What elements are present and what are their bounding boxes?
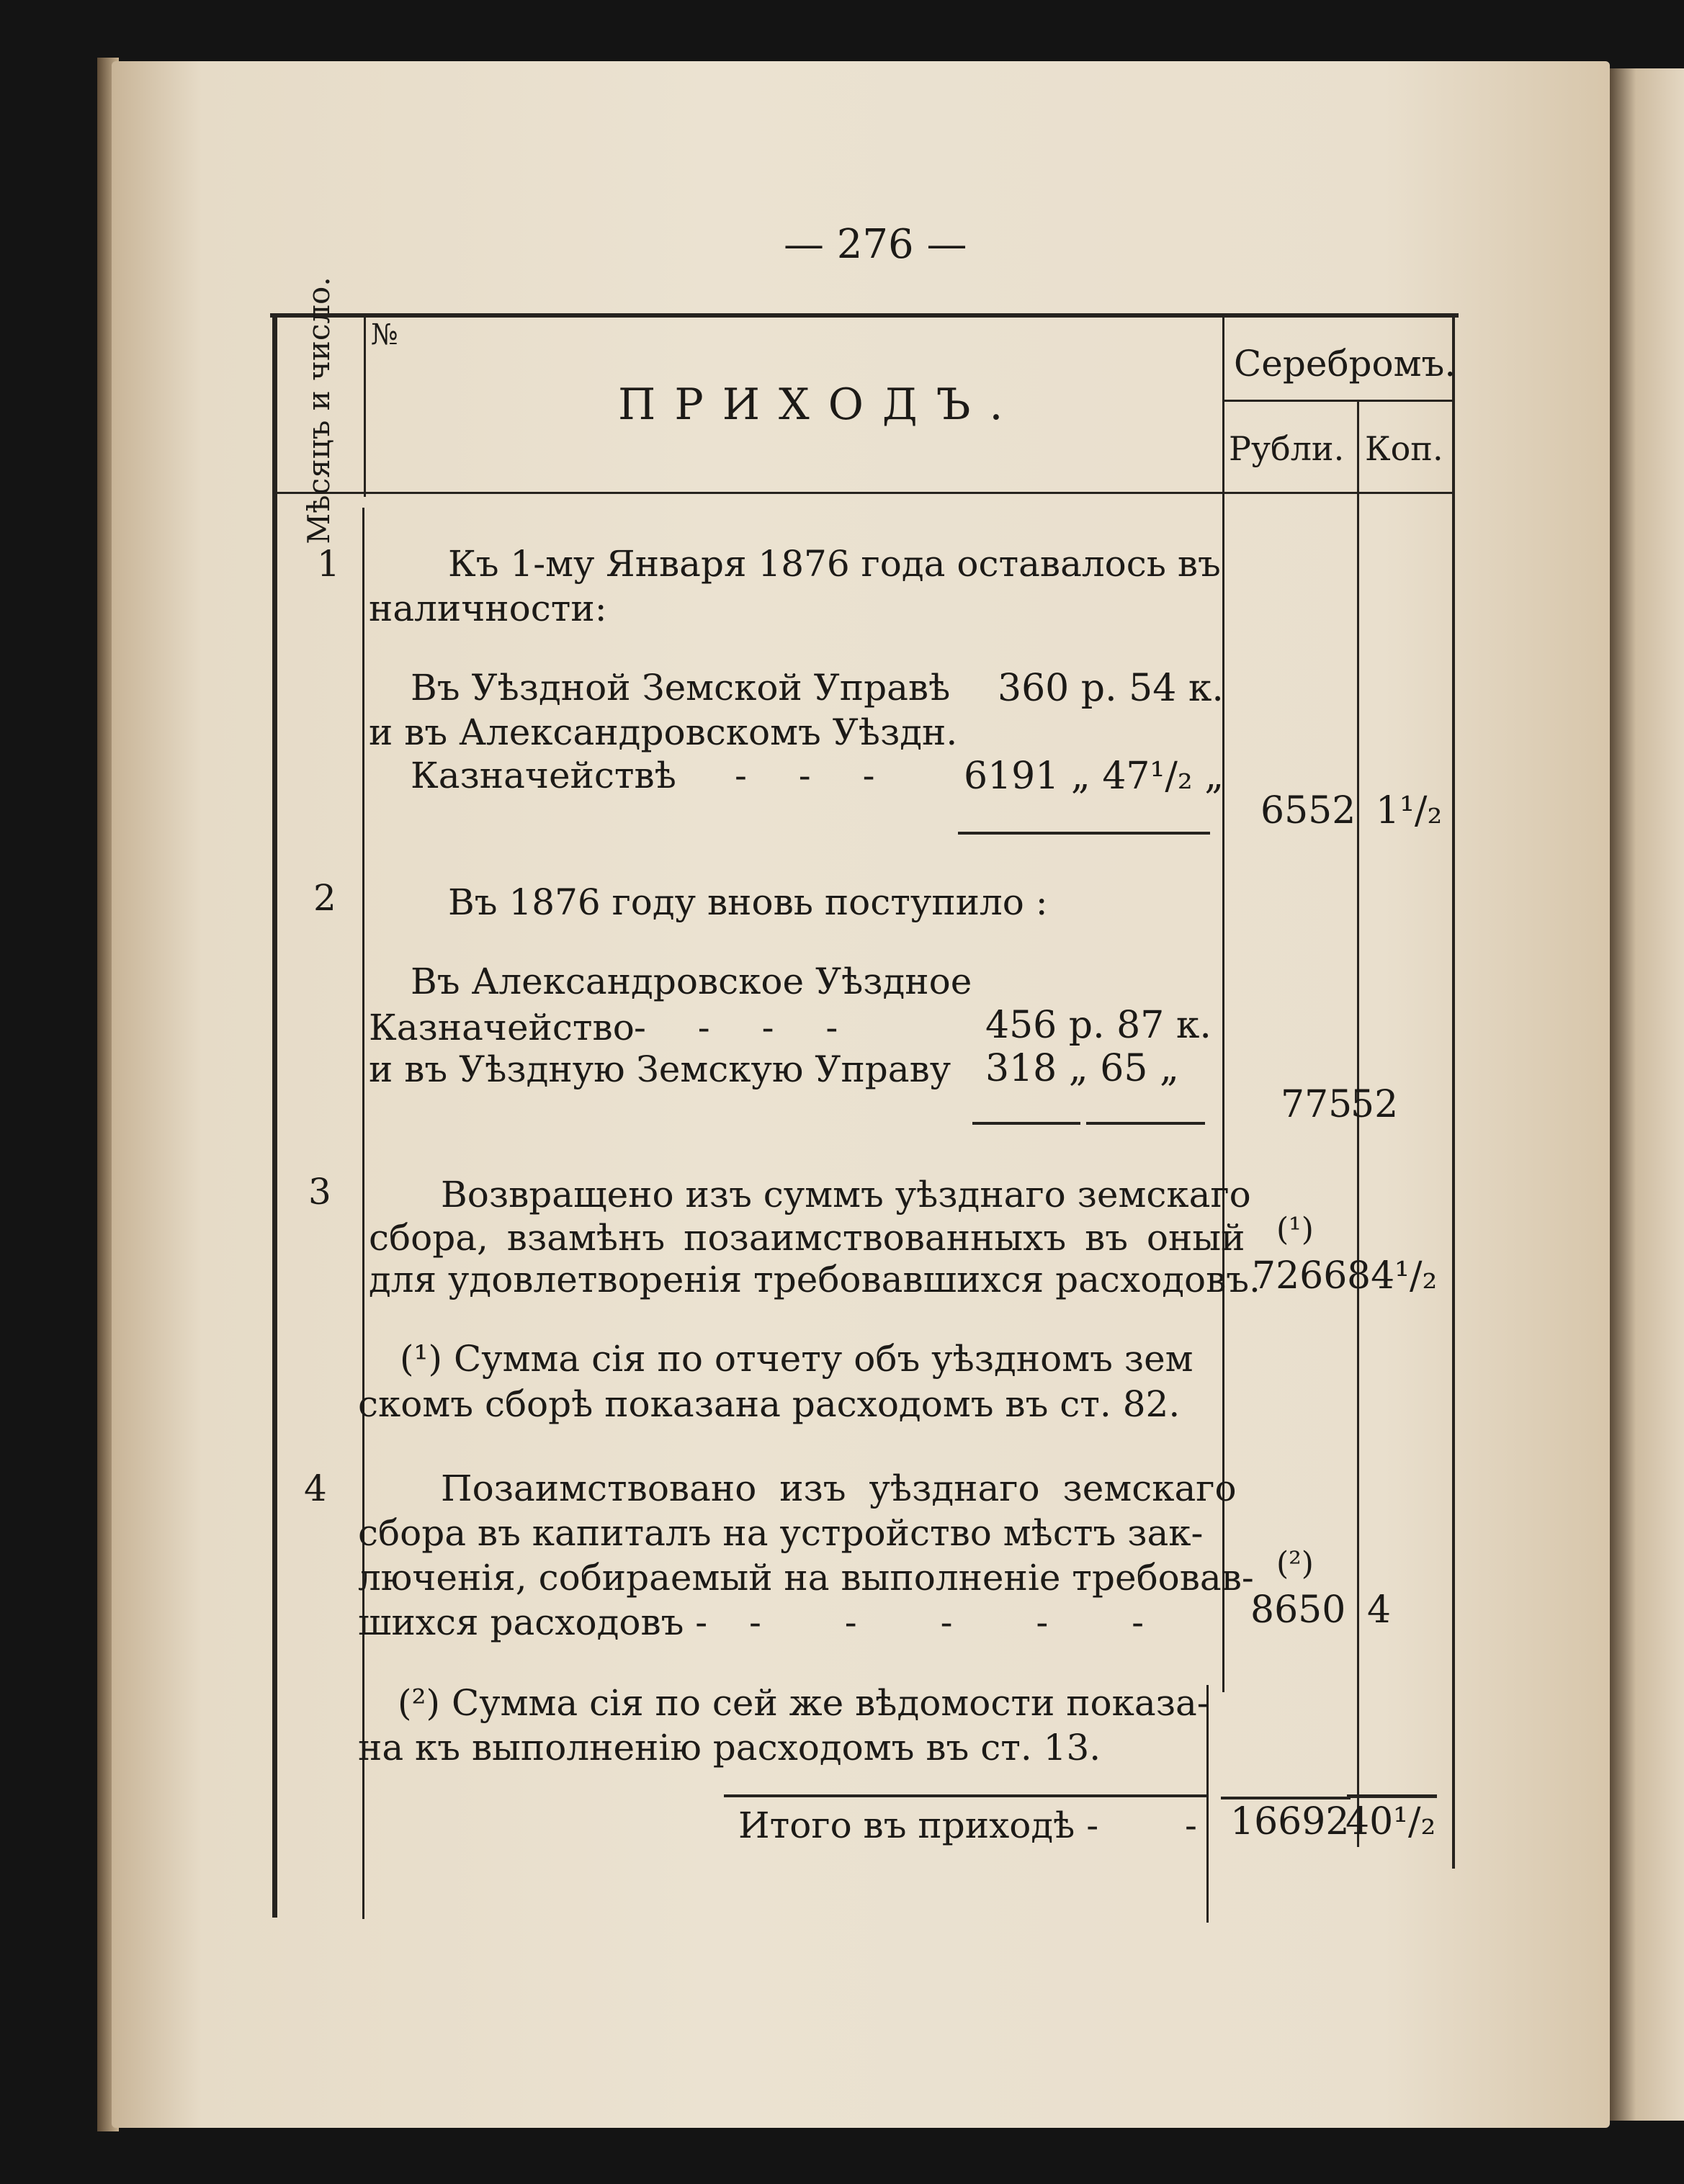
row-1-line-1: Къ 1-му Января 1876 года оставалось въ: [448, 543, 1221, 585]
silver-rule: [1224, 400, 1454, 402]
row-2-sub-1: Въ Александровское Уѣздное: [411, 961, 972, 1002]
col-rule-month: [364, 317, 366, 497]
header-rubles: Рубли.: [1229, 429, 1345, 468]
row-1-sub-3-dashes: - - -: [735, 755, 895, 796]
row-3-number: 3: [308, 1171, 331, 1213]
row-3-line-2: сбора, взамѣнъ позаимствованныхъ въ оный: [369, 1217, 1245, 1259]
page-number: — 276 —: [784, 221, 967, 268]
row-3-kopecks: 84¹/₂: [1347, 1254, 1438, 1298]
table-top-rule: [270, 313, 1459, 318]
row-2-rubles: 775: [1281, 1083, 1353, 1126]
row-2-kopecks: 52: [1351, 1083, 1399, 1126]
row-4-line-3: люченія, собираемый на выполненіе требовав-: [358, 1557, 1254, 1599]
header-kopecks: Коп.: [1365, 429, 1443, 468]
row-1-number: 1: [317, 543, 340, 585]
total-dash: -: [1185, 1805, 1197, 1846]
row-2-sub-2-dashes: - - - -: [634, 1007, 859, 1048]
row-3-rubles: 7266: [1252, 1254, 1348, 1298]
row-1-sub-3a: Казначействѣ: [411, 755, 676, 796]
row-2-sub-3a: и въ Уѣздную Земскую Управу: [369, 1048, 951, 1090]
row-3-note-1: (¹) Сумма сія по отчету объ уѣздномъ зем: [400, 1338, 1193, 1380]
row-3-line-1-text: Возвращено изъ суммъ уѣзднаго земскаго: [441, 1174, 1251, 1215]
header-silver: Серебромъ.: [1234, 343, 1456, 385]
row-2-line-1: Въ 1876 году вновь поступило :: [448, 881, 1048, 923]
row-1-line-2: наличности:: [369, 588, 607, 629]
table-left-rule: [272, 315, 277, 1918]
row-1-sub-3b: 6191 „ 47¹/₂ „: [964, 755, 1224, 798]
row-1-rubles: 6552: [1260, 789, 1356, 832]
row-2-number: 2: [313, 877, 336, 919]
book-edge-right: [1610, 68, 1684, 2121]
total-rule: [724, 1794, 1206, 1797]
col-rule-month-body: [362, 508, 364, 1919]
row-2-sum-rule-rubles: [972, 1122, 1080, 1125]
row-2-sub-3b: 318 „ 65 „: [985, 1047, 1179, 1090]
row-4-rubles: 8650: [1250, 1588, 1346, 1632]
header-month-date: Мѣсяцъ и число.: [301, 277, 336, 544]
row-1-sub-2: и въ Александровскомъ Уѣздн.: [369, 711, 958, 753]
total-rubles: 16692: [1230, 1800, 1350, 1843]
row-1-sub-1a: Въ Уѣздной Земской Управѣ: [411, 667, 951, 709]
row-3-line-1: [441, 1174, 1251, 1215]
header-number-sign: №: [371, 318, 398, 351]
row-1-kopecks: 1¹/₂: [1376, 789, 1443, 832]
total-rule-rubles: [1221, 1797, 1351, 1799]
row-1-sum-rule: [958, 832, 1210, 835]
header-title: ПРИХОДЪ.: [618, 379, 1022, 430]
row-3-line-3: для удовлетворенія требовавшихся расходовъ.: [369, 1259, 1260, 1300]
row-2-sum-rule-kopecks: [1086, 1122, 1205, 1125]
row-4-line-2: сбора въ капиталъ на устройство мѣстъ зак-: [358, 1512, 1204, 1554]
row-4-kopecks: 4: [1367, 1588, 1392, 1632]
row-1-sub-1b: 360 р. 54 к.: [998, 667, 1224, 710]
row-2-sub-2b: 456 р. 87 к.: [985, 1004, 1212, 1047]
row-3-note-2: скомъ сборѣ показана расходомъ въ ст. 82.: [358, 1383, 1181, 1425]
row-4-number: 4: [304, 1468, 327, 1509]
row-4-line-1: Позаимствовано изъ уѣзднаго земскаго: [441, 1468, 1237, 1509]
row-4-note-1: (²) Сумма сія по сей же вѣдомости показа-: [398, 1682, 1209, 1724]
table-right-rule: [1452, 317, 1455, 1869]
total-kopecks: 40¹/₂: [1345, 1800, 1436, 1843]
row-4-dashes: - - - - -: [749, 1601, 1181, 1643]
row-2-sub-2a: Казначейство: [369, 1007, 635, 1048]
header-bottom-rule: [277, 492, 1455, 494]
row-4-footnote-ref: (²): [1276, 1545, 1314, 1582]
total-label: Итого въ приходѣ -: [738, 1805, 1099, 1846]
total-rule-kopecks: [1347, 1794, 1437, 1798]
row-3-footnote-ref: (¹): [1276, 1211, 1314, 1248]
row-4-note-2: на къ выполненію расходомъ въ ст. 13.: [358, 1727, 1101, 1769]
row-4-line-4: шихся расходовъ -: [358, 1601, 708, 1643]
